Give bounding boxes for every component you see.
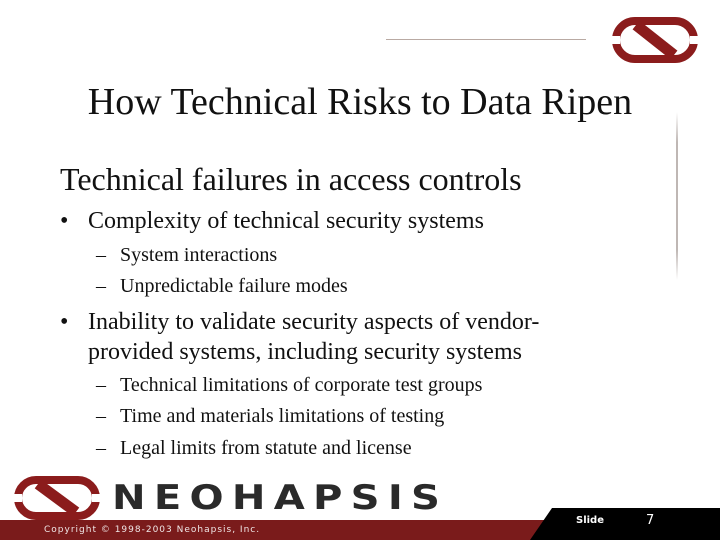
sub-bullet-text: System interactions <box>120 244 278 266</box>
copyright-text: Copyright © 1998-2003 Neohapsis, Inc. <box>44 525 261 535</box>
bullet-marker: • <box>60 208 69 234</box>
decorative-right-rule <box>676 112 678 280</box>
sub-bullet-marker: – <box>96 374 106 396</box>
sub-bullet-text: Time and materials limitations of testing <box>120 405 445 427</box>
sub-bullet-text: Technical limitations of corporate test groups <box>120 374 483 396</box>
slide-title: How Technical Risks to Data Ripen <box>87 81 633 123</box>
sub-bullet-marker: – <box>96 244 106 266</box>
bullet-text: Complexity of technical security systems <box>88 208 484 234</box>
header-rule <box>386 39 586 40</box>
neohapsis-logo-icon <box>14 476 100 520</box>
sub-bullet-marker: – <box>96 275 106 297</box>
sub-bullet-text: Unpredictable failure modes <box>120 275 348 297</box>
sub-bullet-marker: – <box>96 437 106 459</box>
brand-wordmark: NEOHAPSIS <box>112 478 449 518</box>
bullet-text-line-1: Inability to validate security aspects of vendor- <box>88 309 540 335</box>
sub-bullet-text: Legal limits from statute and license <box>120 437 412 459</box>
bullet-marker: • <box>60 309 69 335</box>
sub-bullet-marker: – <box>96 405 106 427</box>
slide-heading: Technical failures in access controls <box>60 161 522 197</box>
slide-number: 7 <box>646 513 655 528</box>
slide-label: Slide <box>576 515 604 526</box>
footer-slide-panel <box>530 508 720 540</box>
neohapsis-logo-icon <box>612 17 698 63</box>
bullet-text-line-2: provided systems, including security systems <box>88 339 522 365</box>
